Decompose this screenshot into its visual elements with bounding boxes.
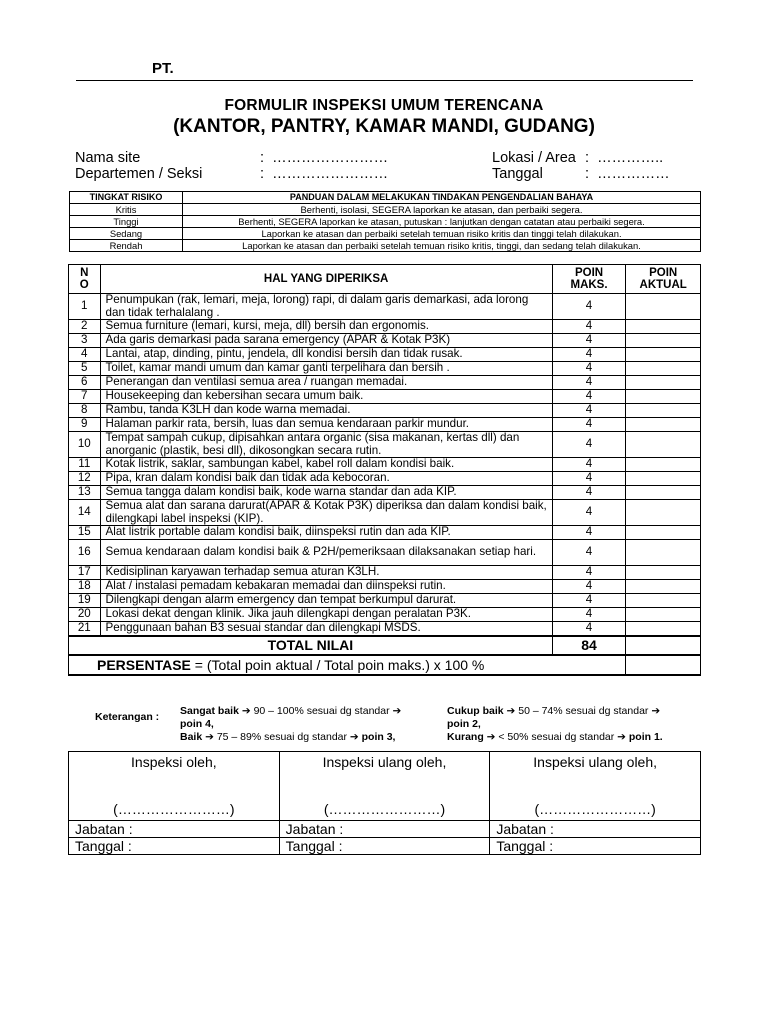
item-number: 11 xyxy=(69,458,101,472)
date-label: Tanggal xyxy=(492,166,543,182)
item-actual-points-cell[interactable] xyxy=(626,294,701,320)
item-description: Alat / instalasi pemadam kebakaran memadai dan diinspeksi rutin. xyxy=(100,580,552,594)
item-description: Penumpukan (rak, lemari, meja, lorong) rapi, di dalam garis demarkasi, ada lorong dan tidak terhalalang . xyxy=(100,294,552,320)
item-max-points: 4 xyxy=(552,362,626,376)
risk-row xyxy=(70,240,701,252)
checklist-row xyxy=(69,472,701,486)
item-actual-points-cell[interactable] xyxy=(626,622,701,637)
checklist-row xyxy=(69,362,701,376)
item-actual-points-cell[interactable] xyxy=(626,458,701,472)
item-max-points: 4 xyxy=(552,472,626,486)
checklist-row xyxy=(69,348,701,362)
checklist-row xyxy=(69,500,701,526)
item-max-points: 4 xyxy=(552,320,626,334)
reinspector1-name-placeholder: (……………………) xyxy=(323,801,446,817)
item-description: Halaman parkir rata, bersih, luas dan semua kendaraan parkir mundur. xyxy=(100,418,552,432)
actual-header-line1: POIN xyxy=(649,266,678,279)
legend-sangat-baik xyxy=(180,705,430,731)
item-description: Kedisiplinan karyawan terhadap semua aturan K3LH. xyxy=(100,566,552,580)
legend-term: Baik xyxy=(180,731,203,743)
company-underline xyxy=(76,80,693,81)
checklist-row xyxy=(69,566,701,580)
item-description: Penerangan dan ventilasi semua area / ruangan memadai. xyxy=(100,376,552,390)
item-number: 6 xyxy=(69,376,101,390)
item-max-points: 4 xyxy=(552,432,626,458)
legend-desc: ➔ 50 – 74% sesuai dg standar ➔ xyxy=(503,705,661,717)
risk-level: Kritis xyxy=(70,204,183,216)
item-actual-points-cell[interactable] xyxy=(626,566,701,580)
actual-points-header xyxy=(626,265,701,294)
percentage-row xyxy=(69,655,701,675)
item-max-points: 4 xyxy=(552,376,626,390)
item-actual-points-cell[interactable] xyxy=(626,540,701,566)
legend-term: Kurang xyxy=(447,731,484,743)
form-subtitle: (KANTOR, PANTRY, KAMAR MANDI, GUDANG) xyxy=(173,116,595,137)
item-max-points: 4 xyxy=(552,594,626,608)
risk-guidance-table xyxy=(69,191,701,252)
legend-score: poin 3, xyxy=(361,731,396,743)
date-field[interactable]: : …………… xyxy=(585,166,670,182)
signature-name-row xyxy=(69,752,701,821)
item-description: Rambu, tanda K3LH dan kode warna memadai. xyxy=(100,404,552,418)
percentage-formula: = (Total poin aktual / Total poin maks.) x 100 % xyxy=(190,656,485,673)
inspection-checklist-table xyxy=(68,264,701,676)
risk-level: Sedang xyxy=(70,228,183,240)
item-number: 1 xyxy=(69,294,101,320)
checklist-row xyxy=(69,404,701,418)
checklist-row xyxy=(69,608,701,622)
item-max-points: 4 xyxy=(552,566,626,580)
item-description: Ada garis demarkasi pada sarana emergency (APAR & Kotak P3K) xyxy=(100,334,552,348)
max-header-line1: POIN xyxy=(574,266,604,279)
percentage-value-cell[interactable] xyxy=(626,655,701,675)
checklist-row xyxy=(69,320,701,334)
signature-position-row xyxy=(69,821,701,838)
item-description: Kotak listrik, saklar, sambungan kabel, kabel roll dalam kondisi baik. xyxy=(100,458,552,472)
item-actual-points-cell[interactable] xyxy=(626,472,701,486)
risk-row xyxy=(70,204,701,216)
legend-term: Sangat baik xyxy=(180,705,239,717)
legend-score: poin 1. xyxy=(628,731,663,743)
legend-label: Keterangan : xyxy=(95,711,160,723)
reinspector2-name-placeholder: (……………………) xyxy=(534,801,656,817)
checklist-row xyxy=(69,580,701,594)
max-header-line2: MAKS. xyxy=(570,279,608,291)
item-max-points: 4 xyxy=(552,348,626,362)
item-number: 8 xyxy=(69,404,101,418)
risk-table-header xyxy=(70,192,701,204)
inspector-title: Inspeksi oleh, xyxy=(131,754,217,770)
item-max-points: 4 xyxy=(552,294,626,320)
checklist-row xyxy=(69,594,701,608)
item-number: 15 xyxy=(69,526,101,540)
item-number: 21 xyxy=(69,622,101,637)
item-actual-points-cell[interactable] xyxy=(626,608,701,622)
reinspector2-signature-box[interactable] xyxy=(490,752,701,821)
item-description: Pipa, kran dalam kondisi baik dan tidak ada kebocoran. xyxy=(100,472,552,486)
legend-kurang xyxy=(447,731,707,744)
risk-level: Tinggi xyxy=(70,216,183,228)
item-max-points: 4 xyxy=(552,458,626,472)
site-label: Nama site xyxy=(75,150,141,166)
item-description: Semua kendaraan dalam kondisi baik & P2H/pemeriksaan dilaksanakan setiap hari. xyxy=(100,540,552,566)
item-max-points: 4 xyxy=(552,608,626,622)
item-description: Housekeeping dan kebersihan secara umum baik. xyxy=(100,390,552,404)
item-max-points: 4 xyxy=(552,580,626,594)
item-actual-points-cell[interactable] xyxy=(626,390,701,404)
no-header xyxy=(69,265,101,294)
legend-desc: ➔ < 50% sesuai dg standar ➔ xyxy=(483,731,629,743)
item-actual-points-cell[interactable] xyxy=(626,500,701,526)
item-number: 19 xyxy=(69,594,101,608)
item-number: 12 xyxy=(69,472,101,486)
percentage-text xyxy=(69,655,626,675)
item-actual-points-cell[interactable] xyxy=(626,404,701,418)
item-actual-points-cell[interactable] xyxy=(626,580,701,594)
reinspector2-position-field[interactable]: Jabatan : xyxy=(490,821,701,838)
item-max-points: 4 xyxy=(552,390,626,404)
inspector-date-field[interactable]: Tanggal : xyxy=(69,838,280,855)
legend-desc: ➔ 90 – 100% sesuai dg standar ➔ xyxy=(238,705,402,717)
checklist-row xyxy=(69,486,701,500)
legend-baik xyxy=(180,731,440,744)
reinspector1-title: Inspeksi ulang oleh, xyxy=(322,754,447,770)
item-max-points: 4 xyxy=(552,404,626,418)
item-max-points: 4 xyxy=(552,540,626,566)
department-field[interactable]: : …………………… xyxy=(260,166,389,182)
item-number: 14 xyxy=(69,500,101,526)
company-name: PT. xyxy=(152,60,174,77)
checklist-row xyxy=(69,418,701,432)
actual-header-line2: AKTUAL xyxy=(639,279,687,291)
inspector-position-field[interactable]: Jabatan : xyxy=(69,821,280,838)
item-description: Lokasi dekat dengan klinik. Jika jauh dilengkapi dengan peralatan P3K. xyxy=(100,608,552,622)
item-description: Dilengkapi dengan alarm emergency dan tempat berkumpul darurat. xyxy=(100,594,552,608)
reinspector2-date-field[interactable]: Tanggal : xyxy=(490,838,701,855)
legend-cukup-baik xyxy=(447,705,707,731)
item-actual-points-cell[interactable] xyxy=(626,594,701,608)
item-header: HAL YANG DIPERIKSA xyxy=(100,265,552,294)
item-description: Alat listrik portable dalam kondisi baik, diinspeksi rutin dan ada KIP. xyxy=(100,526,552,540)
percentage-label: PERSENTASE xyxy=(97,656,191,673)
checklist-row xyxy=(69,294,701,320)
location-field[interactable]: : ………….. xyxy=(585,150,664,166)
signature-date-row xyxy=(69,838,701,855)
department-label: Departemen / Seksi xyxy=(75,166,203,182)
risk-guidance: Berhenti, SEGERA laporkan ke atasan, putuskan : lanjutkan dengan catatan atau perbaiki segera. xyxy=(183,216,701,228)
item-actual-points-cell[interactable] xyxy=(626,320,701,334)
item-number: 9 xyxy=(69,418,101,432)
item-number: 20 xyxy=(69,608,101,622)
checklist-row xyxy=(69,526,701,540)
item-number: 5 xyxy=(69,362,101,376)
guidance-header: PANDUAN DALAM MELAKUKAN TINDAKAN PENGENDALIAN BAHAYA xyxy=(183,192,701,204)
risk-row xyxy=(70,228,701,240)
item-description: Penggunaan bahan B3 sesuai standar dan dilengkapi MSDS. xyxy=(100,622,552,637)
item-actual-points-cell[interactable] xyxy=(626,376,701,390)
item-actual-points-cell[interactable] xyxy=(626,418,701,432)
checklist-row xyxy=(69,334,701,348)
inspector-signature-box[interactable] xyxy=(69,752,280,821)
checklist-row xyxy=(69,540,701,566)
item-number: 13 xyxy=(69,486,101,500)
signature-table xyxy=(68,751,701,855)
risk-row xyxy=(70,216,701,228)
checklist-row xyxy=(69,390,701,404)
reinspector1-signature-box[interactable] xyxy=(279,752,490,821)
item-actual-points-cell[interactable] xyxy=(626,334,701,348)
risk-guidance: Berhenti, isolasi, SEGERA laporkan ke atasan, dan perbaiki segera. xyxy=(183,204,701,216)
total-label: TOTAL NILAI xyxy=(69,636,553,655)
item-number: 17 xyxy=(69,566,101,580)
item-number: 7 xyxy=(69,390,101,404)
legend-term: Cukup baik xyxy=(447,705,504,717)
item-actual-points-cell[interactable] xyxy=(626,362,701,376)
item-max-points: 4 xyxy=(552,622,626,637)
total-actual-cell[interactable] xyxy=(626,636,701,655)
item-actual-points-cell[interactable] xyxy=(626,432,701,458)
item-max-points: 4 xyxy=(552,526,626,540)
total-row xyxy=(69,636,701,655)
legend-score: poin 4, xyxy=(180,718,214,730)
checklist-row xyxy=(69,458,701,472)
legend-score: poin 2, xyxy=(447,718,481,730)
risk-guidance: Laporkan ke atasan dan perbaiki setelah temuan risiko kritis dan tinggi telah dilakukan. xyxy=(183,228,701,240)
checklist-row xyxy=(69,432,701,458)
item-actual-points-cell[interactable] xyxy=(626,348,701,362)
risk-guidance: Laporkan ke atasan dan perbaiki setelah temuan risiko kritis, tinggi, dan sedang telah dilakukan. xyxy=(183,240,701,252)
item-max-points: 4 xyxy=(552,486,626,500)
reinspector1-position-field[interactable]: Jabatan : xyxy=(279,821,490,838)
item-max-points: 4 xyxy=(552,418,626,432)
item-description: Semua alat dan sarana darurat(APAR & Kotak P3K) diperiksa dan dalam kondisi baik, dilengkapi label inspeksi (KIP). xyxy=(100,500,552,526)
location-label: Lokasi / Area xyxy=(492,150,576,166)
item-number: 2 xyxy=(69,320,101,334)
no-header-line1: N xyxy=(80,266,89,279)
reinspector1-date-field[interactable]: Tanggal : xyxy=(279,838,490,855)
item-description: Lantai, atap, dinding, pintu, jendela, dll kondisi bersih dan tidak rusak. xyxy=(100,348,552,362)
item-number: 4 xyxy=(69,348,101,362)
item-number: 18 xyxy=(69,580,101,594)
item-actual-points-cell[interactable] xyxy=(626,526,701,540)
item-description: Semua tangga dalam kondisi baik, kode warna standar dan ada KIP. xyxy=(100,486,552,500)
inspector-name-placeholder: (……………………) xyxy=(113,801,235,817)
item-number: 16 xyxy=(69,540,101,566)
item-max-points: 4 xyxy=(552,334,626,348)
checklist-header-row xyxy=(69,265,701,294)
item-max-points: 4 xyxy=(552,500,626,526)
form-title: FORMULIR INSPEKSI UMUM TERENCANA xyxy=(224,97,544,114)
max-points-header xyxy=(552,265,626,294)
item-description: Semua furniture (lemari, kursi, meja, dll) bersih dan ergonomis. xyxy=(100,320,552,334)
item-description: Tempat sampah cukup, dipisahkan antara organic (sisa makanan, kertas dll) dan anorganic (plastik, besi dll), dikosongkan secara rutin. xyxy=(100,432,552,458)
checklist-row xyxy=(69,376,701,390)
item-description: Toilet, kamar mandi umum dan kamar ganti terpelihara dan bersih . xyxy=(100,362,552,376)
reinspector2-title: Inspeksi ulang oleh, xyxy=(533,754,658,770)
item-number: 3 xyxy=(69,334,101,348)
item-actual-points-cell[interactable] xyxy=(626,486,701,500)
item-number: 10 xyxy=(69,432,101,458)
risk-level: Rendah xyxy=(70,240,183,252)
risk-level-header: TINGKAT RISIKO xyxy=(70,192,183,204)
no-header-line2: O xyxy=(79,279,89,291)
checklist-row xyxy=(69,622,701,637)
legend-desc: ➔ 75 – 89% sesuai dg standar ➔ xyxy=(202,731,362,743)
site-field[interactable]: : …………………… xyxy=(260,150,389,166)
total-max-value: 84 xyxy=(552,636,626,655)
